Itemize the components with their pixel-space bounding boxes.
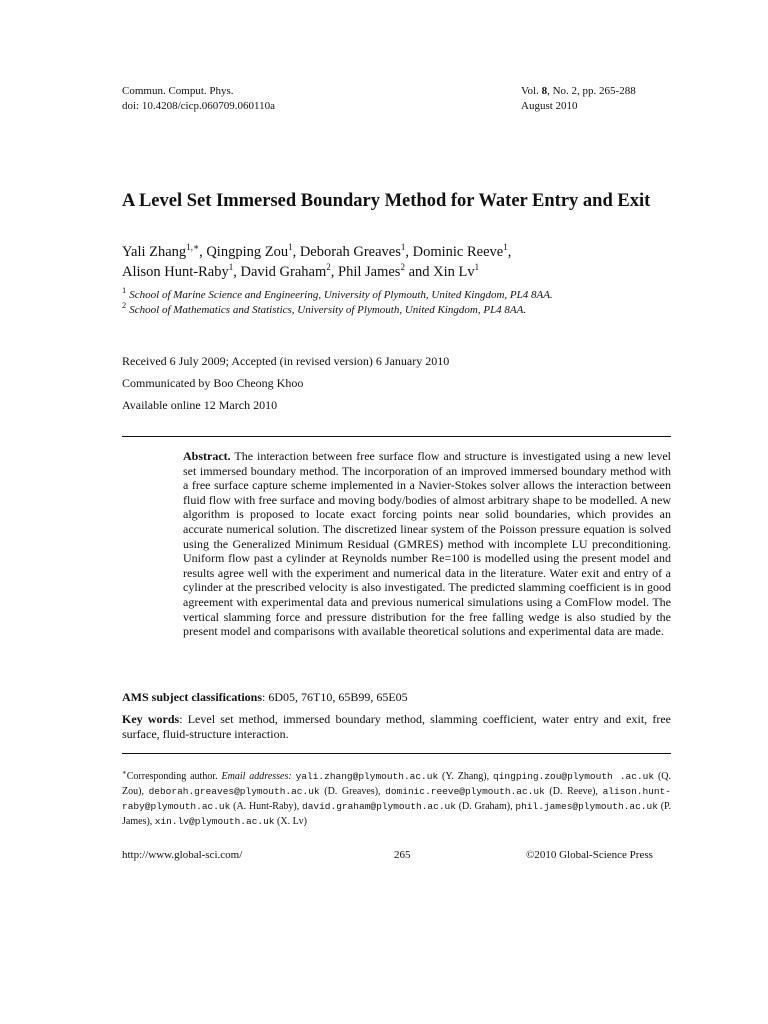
affiliation-2: $^2$ School of Mathematics and Statistics, University of Plymouth, United Kingdom, PL4 8AA.	[122, 299, 527, 316]
running-header-right	[521, 84, 636, 114]
abstract-label: Abstract.	[183, 449, 231, 463]
issue-date: August 2010	[521, 100, 578, 112]
author-list	[122, 242, 672, 282]
author: Xin Lv$^1$	[433, 262, 480, 280]
received-date: Received 6 July 2009; Accepted (in revised version) 6 January 2010	[122, 354, 450, 368]
author: Alison Hunt-Raby$^1$,	[122, 262, 241, 280]
page-number: 265	[394, 849, 411, 861]
corresponding-author-footnote: ∗Corresponding author. Email addresses: yali.zhang@plymouth.ac.uk (Y. Zhang), qingping.zou@plymouth .ac.uk (Q. Zou), deborah.greaves@plymouth.ac.uk (D. Greaves), dominic.reeve@plymouth.ac.uk (D. Reeve), alison.hunt-raby@plymouth.ac.uk (A. Hunt-Raby), david.graham@plymouth.ac.uk (D. Graham), phil.james@plymouth.ac.uk (P. James), xin.lv@plymouth.ac.uk (X. Lv)	[122, 768, 672, 827]
email-link[interactable]: qingping.zou@plymouth .ac.uk	[493, 771, 655, 782]
keywords: Key words: Level set method, immersed boundary method, slamming coefficient, water entry and exit, free surface, fluid-structure interaction.	[122, 712, 672, 741]
volume-info: Vol. 8, No. 2, pp. 265-288	[521, 85, 636, 97]
author: Yali Zhang$^{1,∗}$,	[122, 242, 207, 260]
communicated-by: Communicated by Boo Cheong Khoo	[122, 376, 304, 390]
affiliation-1: $^1$ School of Marine Science and Engineering, University of Plymouth, United Kingdom, PL4 8AA.	[122, 285, 553, 301]
journal-url[interactable]: http://www.global-sci.com/	[122, 849, 243, 861]
author: Qingping Zou$^1$,	[206, 242, 300, 260]
author: David Graham$^2$,	[240, 262, 338, 280]
author: Dominic Reeve$^1$,	[412, 242, 512, 260]
copyright: ©2010 Global-Science Press	[526, 849, 653, 861]
running-header-left	[122, 84, 275, 114]
email-link[interactable]: deborah.greaves@plymouth.ac.uk	[148, 786, 320, 797]
author: Deborah Greaves$^1$,	[299, 242, 413, 260]
available-online: Available online 12 March 2010	[122, 398, 278, 412]
email-link[interactable]: dominic.reeve@plymouth.ac.uk	[385, 786, 545, 797]
journal-name: Commun. Comput. Phys.	[122, 85, 234, 97]
top-divider	[122, 436, 671, 437]
author: Phil James$^2$ and	[338, 262, 434, 280]
bottom-divider	[122, 753, 671, 754]
abstract-text: The interaction between free surface flow and structure is investigated using a new level set immersed boundary method. The incorporation of an improved immersed boundary method with a free surface capture scheme implemented in a Navier-Stokes solver allows the interaction between fluid flow with free surface and moving body/bodies of almost arbitrary shape to be modelled. A new algorithm is proposed to locate exact forcing points near solid boundaries, which provides an accurate numerical solution. The discretized linear system of the Poisson pressure equation is solved using the Generalized Minimum Residual (GMRES) method with incomplete LU preconditioning. Uniform flow past a cylinder at Reynolds number Re=100 is modelled using the present model and results agree well with the experiment and numerical data in the literature. Water exit and entry of a cylinder at the prescribed velocity is also investigated. The predicted slamming coefficient is in good agreement with experimental data and previous numerical simulations using a ComFlow model. The vertical slamming force and pressure distribution for the free falling wedge is also studied by the present model and comparisons with available theoretical solutions and experimental data are made.	[183, 449, 671, 639]
doi: doi: 10.4208/cicp.060709.060110a	[122, 100, 275, 112]
affiliations	[122, 285, 582, 317]
email-link[interactable]: xin.lv@plymouth.ac.uk	[154, 816, 275, 827]
ams-classifications: AMS subject classifications: 6D05, 76T10, 65B99, 65E05	[122, 690, 408, 704]
email-link[interactable]: alison.hunt-raby@plymouth.ac.uk	[122, 786, 671, 812]
paper-title: A Level Set Immersed Boundary Method for Water Entry and Exit	[122, 191, 651, 211]
email-link[interactable]: yali.zhang@plymouth.ac.uk	[295, 771, 439, 782]
abstract	[183, 449, 671, 639]
email-link[interactable]: david.graham@plymouth.ac.uk	[302, 801, 456, 812]
email-link[interactable]: phil.james@plymouth.ac.uk	[515, 801, 658, 812]
